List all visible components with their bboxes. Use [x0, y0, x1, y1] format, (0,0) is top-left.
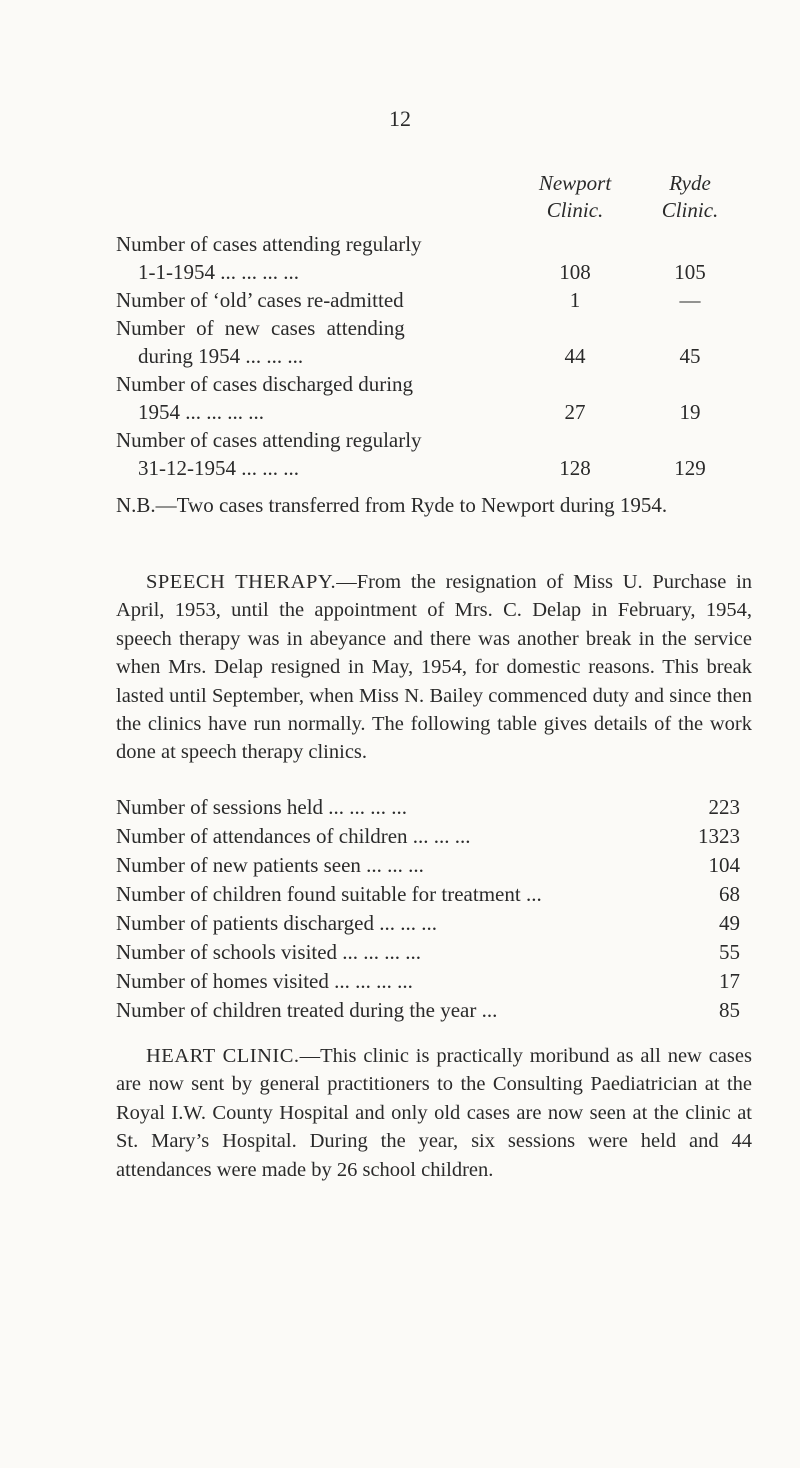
speech-therapy-text: —From the resignation of Miss U. Purchase in April, 1953, until the appointment of Mrs. C. Delap in February, 1954, speech therapy was in abeyance and there was another break in the service when Mrs. Delap resigned in May, 1954, for domestic reasons. This break lasted until September, when Miss N. Bailey commenced duty and since then the clinics have run normally. The following table gives details of the work done at speech therapy clinics. — [116, 571, 753, 764]
ryde-header-line2: Clinic. — [661, 198, 719, 222]
heart-clinic-paragraph — [116, 1042, 752, 1184]
ryde-column-header — [630, 170, 750, 224]
table-row-label: Number of cases discharged during — [116, 372, 414, 396]
speech-therapy-paragraph — [116, 568, 752, 767]
table-cell-ryde: 105 — [674, 260, 706, 284]
stat-value: 68 — [719, 882, 740, 906]
stat-value: 55 — [719, 940, 740, 964]
table-row-label-cont: 1954 ... ... ... ... — [138, 400, 264, 424]
newport-header-line1: Newport — [538, 171, 612, 195]
stat-label: Number of sessions held ... ... ... ... — [116, 795, 408, 819]
heart-clinic-text: —This clinic is practically moribund as all new cases are now sent by general practitioners to the Consulting Paediatrician at the Royal I.W. County Hospital and only old cases are now seen at the clinic at St. Mary’s Hospital. During the year, six sessions were held and 44 attendances were made by 26 school children. — [116, 1045, 752, 1181]
stat-value: 17 — [719, 969, 740, 993]
stat-label: Number of new patients seen ... ... ... — [116, 853, 424, 877]
stat-value: 104 — [708, 853, 740, 877]
table-cell-ryde: — — [679, 288, 701, 312]
newport-header-line2: Clinic. — [546, 198, 604, 222]
speech-therapy-heading: SPEECH THERAPY. — [146, 571, 337, 593]
table-note: N.B.—Two cases transferred from Ryde to Newport during 1954. — [116, 493, 668, 517]
table-row-label: Number of ‘old’ cases re-admitted — [116, 288, 404, 312]
stat-value: 223 — [708, 795, 740, 819]
stat-label: Number of attendances of children ... ... ... — [116, 824, 471, 848]
table-row-label-cont: 1-1-1954 ... ... ... ... — [138, 260, 299, 284]
stat-label: Number of homes visited ... ... ... ... — [116, 969, 413, 993]
table-cell-ryde: 19 — [679, 400, 701, 424]
newport-column-header — [515, 170, 635, 224]
stat-value: 85 — [719, 998, 740, 1022]
table-row-label-cont: 31-12-1954 ... ... ... — [138, 456, 299, 480]
table-cell-newport: 128 — [559, 456, 591, 480]
table-cell-ryde: 45 — [679, 344, 701, 368]
table-row-label: Number of new cases attending — [116, 316, 405, 340]
stat-label: Number of patients discharged ... ... ... — [116, 911, 437, 935]
stat-label: Number of schools visited ... ... ... ... — [116, 940, 422, 964]
page-number: 12 — [389, 106, 411, 131]
stat-value: 1323 — [698, 824, 740, 848]
table-row-label: Number of cases attending regularly — [116, 428, 422, 452]
table-cell-newport: 108 — [559, 260, 591, 284]
ryde-header-line1: Ryde — [669, 171, 711, 195]
heart-clinic-heading: HEART CLINIC. — [146, 1045, 300, 1067]
table-cell-newport: 1 — [569, 288, 581, 312]
table-cell-ryde: 129 — [674, 456, 706, 480]
stat-value: 49 — [719, 911, 740, 935]
stat-label: Number of children found suitable for treatment ... — [116, 882, 542, 906]
table-row-label: Number of cases attending regularly — [116, 232, 422, 256]
table-cell-newport: 44 — [564, 344, 586, 368]
table-cell-newport: 27 — [564, 400, 586, 424]
stat-label: Number of children treated during the year ... — [116, 998, 498, 1022]
table-row-label-cont: during 1954 ... ... ... — [138, 344, 304, 368]
